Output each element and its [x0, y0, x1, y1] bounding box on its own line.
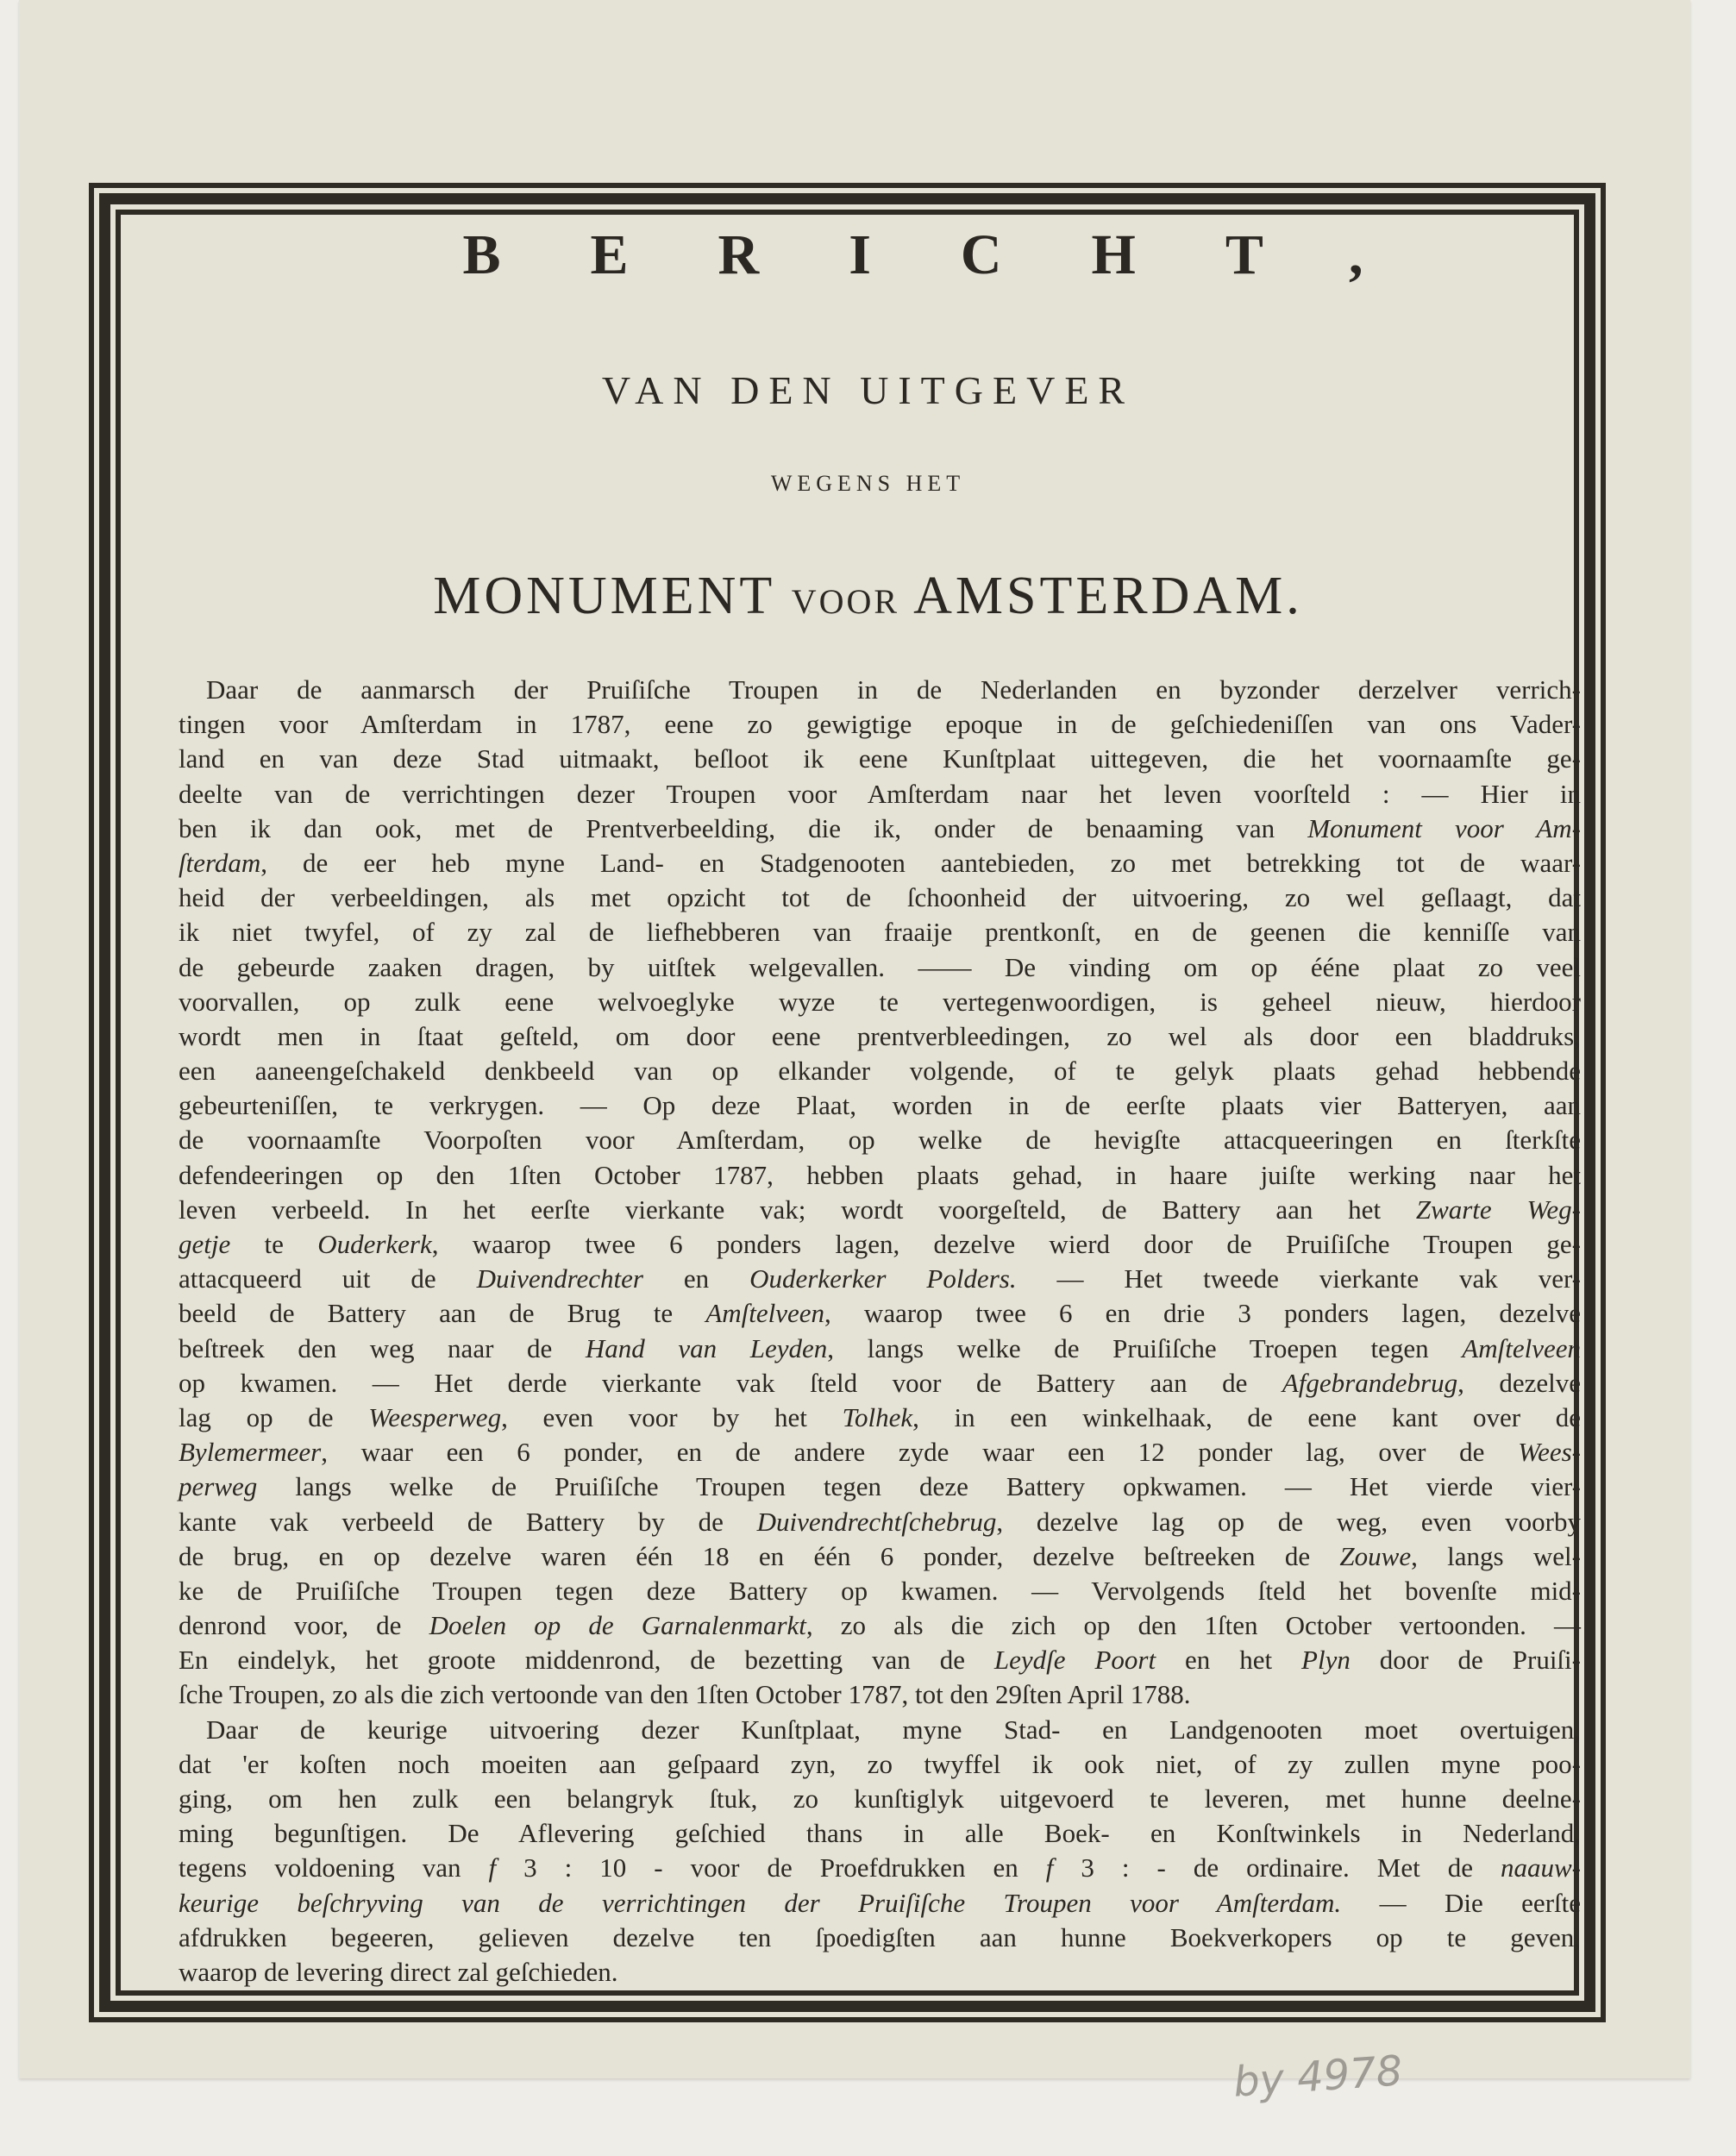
text-line [179, 1886, 1581, 1921]
italic-text-segment: ſterdam [179, 847, 261, 878]
text-line [179, 1366, 1581, 1401]
italic-text-segment: Leydſe Poort [993, 1645, 1156, 1676]
heading-part-1: MONUMENT [433, 567, 775, 625]
italic-text-segment: Ouderkerker Polders. [749, 1263, 1017, 1294]
italic-text-segment: Ouderkerk [317, 1229, 432, 1259]
text-segment: en het [1156, 1645, 1302, 1676]
italic-text-segment: Tolhek [842, 1401, 913, 1432]
text-line [179, 1851, 1581, 1885]
text-segment: op kwamen. — Het derde vierkante vak ſteld voor de Battery aan de [179, 1367, 1282, 1398]
text-line [179, 1955, 1581, 1990]
text-line [179, 1505, 1581, 1539]
text-segment: afdrukken begeeren, gelieven dezelve ten ſpoedigſten aan hunne Boekverkopers op te geven, [179, 1921, 1581, 1952]
italic-text-segment: keurige beſchryving van de verrichtingen der Pruiſiſche Troupen voor Amſterdam. [179, 1887, 1342, 1918]
text-segment: de voornaamſte Voorpoſten voor Amſterdam, op welke de hevigſte attacqueeringen en ſterkſte [179, 1125, 1581, 1156]
italic-text-segment: Monument voor Am- [1307, 812, 1581, 843]
text-segment: ſche Troupen, zo als die zich vertoonde van den 1ſten October 1787, tot den 29ſten April 1788. [179, 1679, 1191, 1710]
text-line [179, 1054, 1581, 1088]
text-segment: Daar de aanmarsch der Pruiſiſche Troupen in de Nederlanden en byzonder derzelver verrich- [206, 674, 1581, 705]
italic-text-segment: Plyn [1301, 1645, 1351, 1676]
italic-text-segment: Duivendrechtſchebrug [756, 1506, 997, 1537]
text-line [179, 881, 1581, 915]
text-segment: land en van deze Stad uitmaakt, beſloot ik eene Kunſtplaat uittegeven, die het voornaamſte ge- [179, 743, 1581, 774]
text-segment: , waar een 6 ponder, en de andere zyde waar een 12 ponder lag, over de [321, 1437, 1519, 1468]
text-segment: , dezelve [1457, 1367, 1581, 1398]
text-segment: lag op de [179, 1401, 369, 1432]
text-line [179, 846, 1581, 881]
italic-text-segment: Zwarte Weg- [1415, 1194, 1582, 1225]
text-segment: gebeurteniſſen, te verkrygen. — Op deze Plaat, worden in de eerſte plaats vier Batteryen, aan [179, 1090, 1581, 1121]
document-title: BERICHT, [462, 223, 1453, 286]
text-segment: , even voor by het [501, 1401, 843, 1432]
text-segment: , dezelve lag op de weg, even voorby [996, 1506, 1581, 1537]
text-line [179, 1782, 1581, 1816]
italic-text-segment: getje [179, 1229, 231, 1259]
text-line [179, 1921, 1581, 1955]
text-segment: , in een winkelhaak, de eene kant over de [912, 1401, 1581, 1432]
italic-text-segment: Duivendrechter [476, 1263, 643, 1294]
text-line [179, 1332, 1581, 1366]
text-segment: ging, om hen zulk een belangryk ſtuk, zo kunſtiglyk uitgevoerd te leveren, met hunne deelne- [179, 1783, 1581, 1814]
text-line [179, 1677, 1581, 1712]
text-segment: , langs welke de Pruiſiſche Troepen tegen [827, 1332, 1463, 1363]
text-segment: ming begunſtigen. De Aflevering geſchied thans in alle Boek- en Konſtwinkels in Nederland, [179, 1818, 1581, 1849]
text-segment: ik niet twyfel, of zy zal de liefhebberen van fraaije prentkonſt, en de geenen die kenniſſe van [179, 917, 1581, 948]
text-segment: ke de Pruiſiſche Troupen tegen deze Battery op kwamen. — Vervolgends ſteld het bovenſte mid- [179, 1575, 1581, 1606]
heading-part-2: VOOR [791, 582, 900, 621]
text-segment: — Die eerſte [1341, 1887, 1582, 1918]
text-line [179, 1158, 1581, 1193]
text-segment: deelte van de verrichtingen dezer Troupen voor Amſterdam naar het leven voorſteld : — Hier in [179, 778, 1581, 809]
text-line [179, 777, 1581, 812]
text-segment: wordt men in ſtaat geſteld, om door eene prentverbleedingen, zo wel als door een bladdruks, [179, 1020, 1581, 1051]
text-segment: dat 'er koſten noch moeiten aan geſpaard zyn, zo twyffel ik ook niet, of zy zullen myne poo- [179, 1748, 1581, 1779]
text-segment: En eindelyk, het groote middenrond, de bezetting van de [179, 1645, 994, 1676]
text-segment: voorvallen, op zulk eene welvoeglyke wyze te vertegenwoordigen, is geheel nieuw, hierdoor [179, 986, 1581, 1017]
text-segment: ben ik dan ook, met de Prentverbeelding, die ik, onder de benaaming van [179, 812, 1308, 843]
text-segment: de gebeurde zaaken dragen, by uitſtek welgevallen. —— De vinding om op ééne plaat zo veel [179, 951, 1581, 982]
text-line [179, 950, 1581, 985]
text-segment: tingen voor Amſterdam in 1787, eene zo gewigtige epoque in de geſchiedeniſſen van ons Vader- [179, 709, 1581, 740]
text-segment: beſtreek den weg naar de [179, 1332, 586, 1363]
text-segment: langs welke de Pruiſiſche Troupen tegen deze Battery opkwamen. — Het vierde vier- [257, 1471, 1581, 1502]
text-line [179, 1019, 1581, 1054]
text-segment: defendeeringen op den 1ſten October 1787, hebben plaats gehad, in haare juiſte werking naar het [179, 1159, 1581, 1190]
text-line [179, 915, 1581, 950]
text-segment: te [230, 1229, 318, 1259]
text-segment: , langs wel- [1411, 1540, 1581, 1571]
document-subtitle-2: WEGENS HET [770, 471, 966, 496]
text-segment: 3 : 10 - voor de Proefdrukken en [496, 1852, 1046, 1883]
text-segment: beeld de Battery aan de Brug te [179, 1298, 706, 1329]
text-line [179, 1574, 1581, 1608]
text-segment: , waarop twee 6 ponders lagen, dezelve wierd door de Pruiſiſche Troupen ge- [431, 1229, 1582, 1259]
text-line [179, 1193, 1581, 1227]
text-line [179, 1713, 1581, 1747]
italic-text-segment: Wees- [1518, 1437, 1581, 1468]
text-line [179, 1401, 1581, 1435]
text-segment: heid der verbeeldingen, als met opzicht tot de ſchoonheid der uitvoering, zo wel geſlaagt, dat [179, 882, 1581, 913]
text-segment: — Het tweede vierkante vak ver- [1016, 1263, 1581, 1294]
italic-text-segment: Zouwe [1339, 1540, 1412, 1571]
text-line [179, 1262, 1581, 1296]
text-segment: en [642, 1263, 750, 1294]
text-line [179, 1539, 1581, 1574]
text-segment: 3 : - de ordinaire. Met de [1053, 1852, 1501, 1883]
text-line [179, 1435, 1581, 1470]
italic-text-segment: naauw- [1501, 1852, 1581, 1883]
text-line [179, 1608, 1581, 1643]
text-line [179, 1643, 1581, 1677]
text-segment: de brug, en op dezelve waren één 18 en één 6 ponder, dezelve beſtreeken de [179, 1540, 1340, 1571]
text-segment: een aaneengeſchakeld denkbeeld van op elkander volgende, of te gelyk plaats gehad hebbende [179, 1056, 1581, 1087]
text-line [179, 673, 1581, 707]
italic-text-segment: perweg [179, 1471, 258, 1502]
italic-text-segment: Amſtelveen [705, 1298, 825, 1329]
italic-text-segment: Doelen op de Garnalenmarkt [429, 1610, 806, 1641]
text-segment: denrond voor, de [179, 1610, 429, 1641]
text-line [179, 1088, 1581, 1123]
text-line [179, 1747, 1581, 1782]
text-line [179, 1227, 1581, 1262]
text-segment: , zo als die zich op den 1ſten October vertoonden. — [805, 1610, 1581, 1641]
italic-text-segment: f [1045, 1852, 1054, 1883]
text-line [179, 1296, 1581, 1331]
text-segment: waarop de levering direct zal geſchieden. [179, 1956, 618, 1987]
text-line [179, 707, 1581, 742]
italic-text-segment: Bylemermeer [179, 1437, 322, 1468]
text-segment: door de Pruiſi- [1350, 1645, 1581, 1676]
document-subtitle: VAN DEN UITGEVER [601, 368, 1135, 412]
text-segment: leven verbeeld. In het eerſte vierkante vak; wordt voorgeſteld, de Battery aan het [179, 1194, 1416, 1225]
text-segment: tegens voldoening van [179, 1852, 489, 1883]
text-line [179, 812, 1581, 846]
italic-text-segment: Afgebrandebrug [1282, 1367, 1458, 1398]
text-line [179, 985, 1581, 1019]
body-text [179, 673, 1581, 1990]
text-segment: Daar de keurige uitvoering dezer Kunſtplaat, myne Stad- en Landgenooten moet overtuigen, [206, 1714, 1581, 1745]
text-line [179, 1123, 1581, 1157]
handwritten-note: by 4978 [1231, 2046, 1405, 2107]
italic-text-segment: Amſtelveen [1462, 1332, 1581, 1363]
text-line [179, 1816, 1581, 1851]
document-heading [0, 566, 1736, 627]
heading-part-3: AMSTERDAM. [913, 567, 1303, 625]
text-segment: , de eer heb myne Land- en Stadgenooten aantebieden, zo met betrekking tot de waar- [260, 847, 1581, 878]
text-segment: attacqueerd uit de [179, 1263, 477, 1294]
italic-text-segment: Hand van Leyden [585, 1332, 828, 1363]
italic-text-segment: Weesperweg [368, 1401, 502, 1432]
text-line [179, 1470, 1581, 1504]
text-segment: kante vak verbeeld de Battery by de [179, 1506, 757, 1537]
italic-text-segment: f [488, 1852, 497, 1883]
text-segment: , waarop twee 6 en drie 3 ponders lagen, dezelve [824, 1298, 1581, 1329]
text-line [179, 742, 1581, 776]
